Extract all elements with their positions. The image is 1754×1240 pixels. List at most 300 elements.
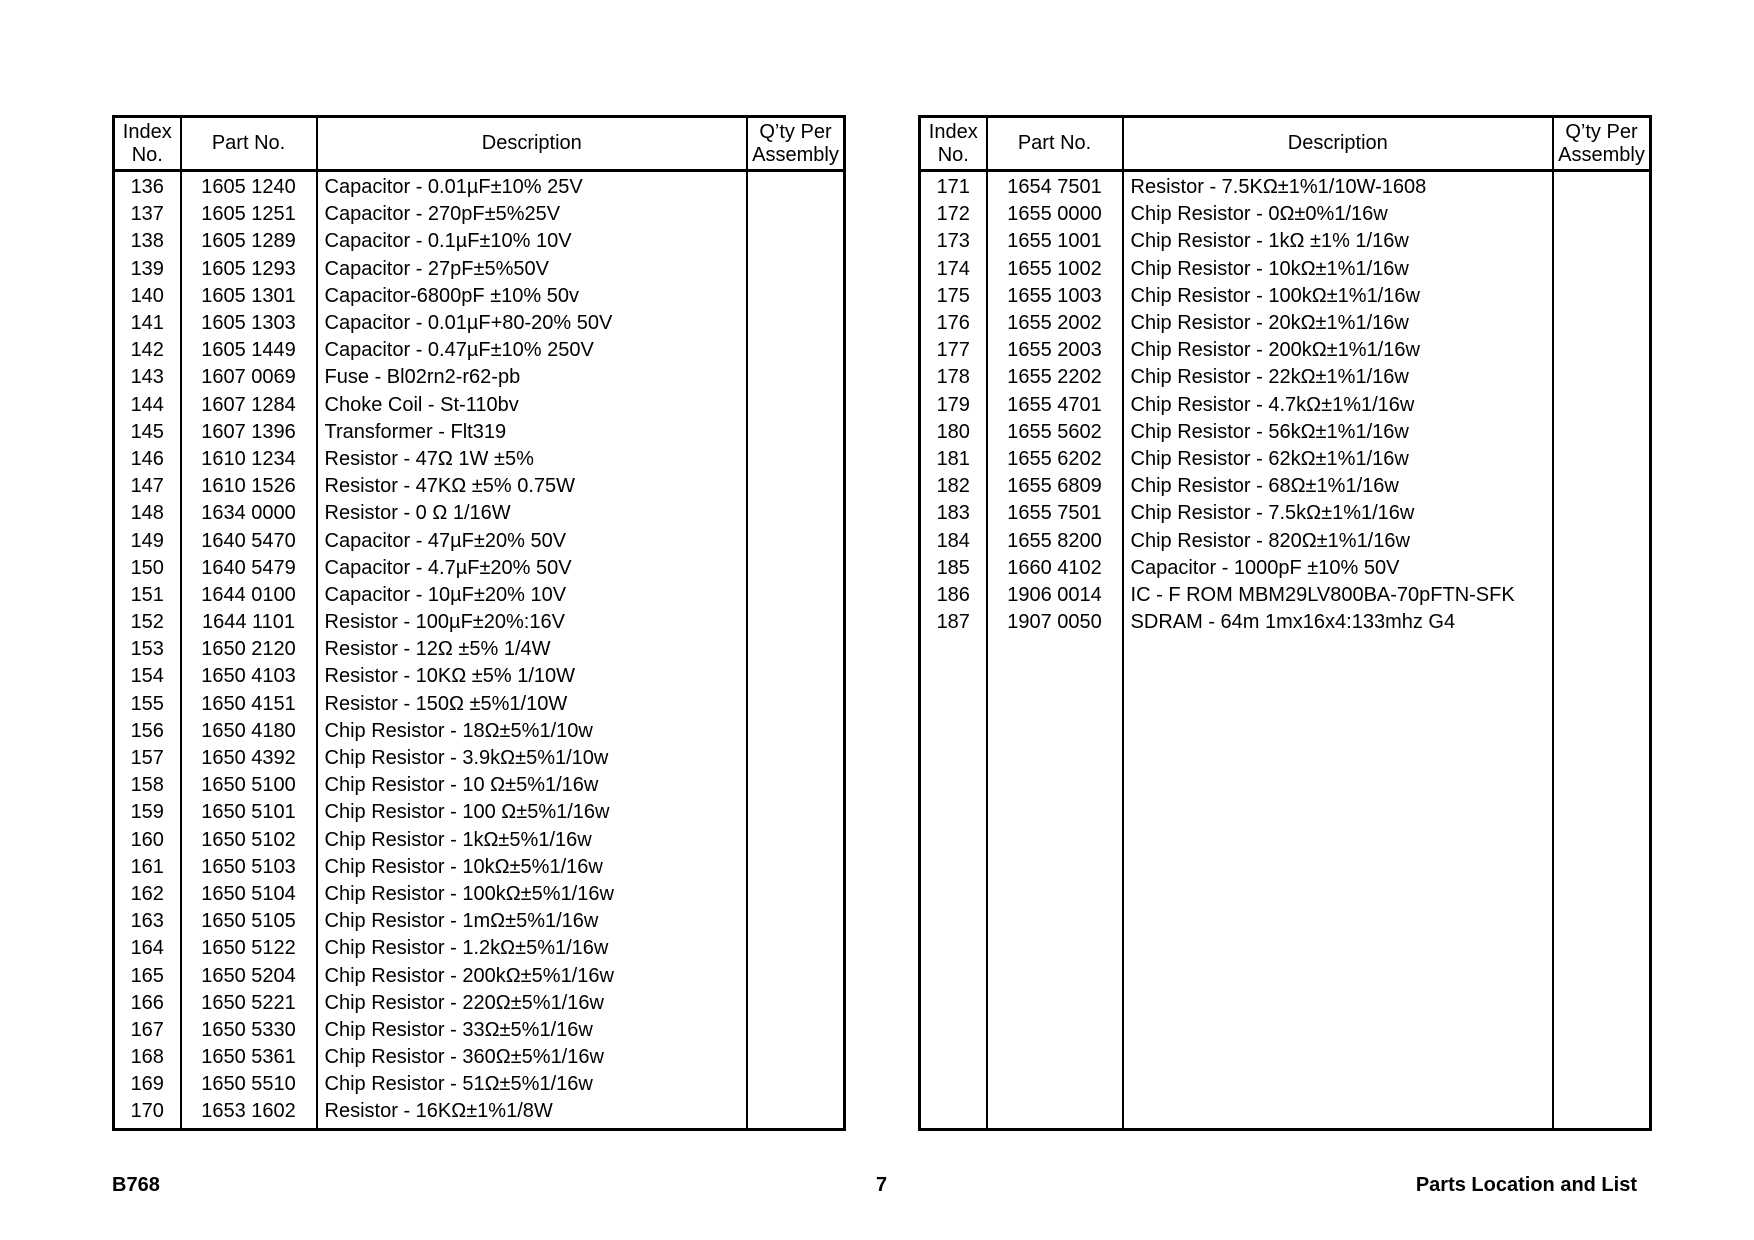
empty-cell <box>1553 1071 1650 1098</box>
qty-cell <box>747 908 844 935</box>
index-cell: 176 <box>920 310 987 337</box>
qty-cell <box>1553 500 1650 527</box>
description-cell: Chip Resistor - 10kΩ±1%1/16w <box>1123 256 1553 283</box>
description-cell: Fuse - Bl02rn2-r62-pb <box>317 364 747 391</box>
description-cell: Resistor - 150Ω ±5%1/10W <box>317 691 747 718</box>
part-no-cell: 1650 5204 <box>181 962 317 989</box>
table-row <box>114 527 845 554</box>
description-cell: Chip Resistor - 1kΩ ±1% 1/16w <box>1123 228 1553 255</box>
empty-cell <box>987 1044 1123 1071</box>
qty-cell <box>747 772 844 799</box>
index-cell: 182 <box>920 473 987 500</box>
description-cell: Chip Resistor - 56kΩ±1%1/16w <box>1123 419 1553 446</box>
empty-cell <box>1123 962 1553 989</box>
empty-cell <box>920 935 987 962</box>
index-cell: 166 <box>114 990 181 1017</box>
qty-cell <box>747 256 844 283</box>
index-cell: 159 <box>114 799 181 826</box>
qty-cell <box>747 745 844 772</box>
table-row <box>114 772 845 799</box>
part-no-cell: 1605 1240 <box>181 171 317 202</box>
empty-cell <box>987 745 1123 772</box>
part-no-cell: 1605 1251 <box>181 201 317 228</box>
table-row <box>114 392 845 419</box>
table-row <box>920 283 1651 310</box>
empty-cell <box>1123 1017 1553 1044</box>
description-cell: Chip Resistor - 820Ω±1%1/16w <box>1123 527 1553 554</box>
part-no-cell: 1907 0050 <box>987 609 1123 636</box>
description-cell: Choke Coil - St-110bv <box>317 392 747 419</box>
table-row <box>114 201 845 228</box>
part-no-cell: 1660 4102 <box>987 555 1123 582</box>
qty-cell <box>747 962 844 989</box>
description-cell: SDRAM - 64m 1mx16x4:133mhz G4 <box>1123 609 1553 636</box>
empty-cell <box>1553 799 1650 826</box>
qty-cell <box>1553 527 1650 554</box>
part-no-cell: 1655 2202 <box>987 364 1123 391</box>
table-row <box>114 990 845 1017</box>
table-row <box>920 473 1651 500</box>
empty-cell <box>987 881 1123 908</box>
empty-cell <box>920 1017 987 1044</box>
table-row <box>114 228 845 255</box>
description-cell: Capacitor - 10µF±20% 10V <box>317 582 747 609</box>
part-no-cell: 1654 7501 <box>987 171 1123 202</box>
empty-cell <box>1553 1017 1650 1044</box>
part-no-cell: 1650 5510 <box>181 1071 317 1098</box>
empty-cell <box>1123 691 1553 718</box>
index-cell: 170 <box>114 1098 181 1129</box>
empty-cell <box>920 990 987 1017</box>
description-cell: Chip Resistor - 68Ω±1%1/16w <box>1123 473 1553 500</box>
description-cell: Resistor - 12Ω ±5% 1/4W <box>317 636 747 663</box>
description-cell: Capacitor - 0.01µF+80-20% 50V <box>317 310 747 337</box>
empty-cell <box>1123 1071 1553 1098</box>
index-cell: 185 <box>920 555 987 582</box>
description-cell: Capacitor - 1000pF ±10% 50V <box>1123 555 1553 582</box>
index-cell: 152 <box>114 609 181 636</box>
table-row <box>920 446 1651 473</box>
description-cell: Chip Resistor - 7.5kΩ±1%1/16w <box>1123 500 1553 527</box>
table-row <box>114 962 845 989</box>
table-row <box>114 1071 845 1098</box>
part-no-cell: 1655 6202 <box>987 446 1123 473</box>
description-cell: Capacitor - 0.01µF±10% 25V <box>317 171 747 202</box>
table-row <box>114 473 845 500</box>
part-no-cell: 1655 8200 <box>987 527 1123 554</box>
header-qty: Q’ty Per Assembly <box>1553 117 1650 171</box>
table-row <box>114 827 845 854</box>
table-row-empty <box>920 1071 1651 1098</box>
qty-cell <box>747 555 844 582</box>
parts-table-right <box>918 115 1652 1131</box>
part-no-cell: 1634 0000 <box>181 500 317 527</box>
qty-cell <box>747 419 844 446</box>
empty-cell <box>1553 908 1650 935</box>
description-cell: Chip Resistor - 18Ω±5%1/10w <box>317 718 747 745</box>
index-cell: 167 <box>114 1017 181 1044</box>
empty-cell <box>1123 881 1553 908</box>
table-row <box>920 228 1651 255</box>
index-cell: 177 <box>920 337 987 364</box>
part-no-cell: 1655 4701 <box>987 392 1123 419</box>
empty-cell <box>987 1017 1123 1044</box>
table-row <box>920 364 1651 391</box>
empty-cell <box>920 636 987 663</box>
empty-cell <box>920 745 987 772</box>
index-cell: 157 <box>114 745 181 772</box>
empty-cell <box>1553 935 1650 962</box>
table-row-empty <box>920 854 1651 881</box>
empty-cell <box>1123 718 1553 745</box>
part-no-cell: 1653 1602 <box>181 1098 317 1129</box>
description-cell: Resistor - 100µF±20%:16V <box>317 609 747 636</box>
part-no-cell: 1655 0000 <box>987 201 1123 228</box>
empty-cell <box>920 908 987 935</box>
empty-cell <box>920 799 987 826</box>
qty-cell <box>747 827 844 854</box>
qty-cell <box>747 718 844 745</box>
empty-cell <box>1123 1044 1553 1071</box>
qty-cell <box>1553 392 1650 419</box>
description-cell: Transformer - Flt319 <box>317 419 747 446</box>
empty-cell <box>920 1098 987 1129</box>
empty-cell <box>987 1098 1123 1129</box>
empty-cell <box>1123 1098 1553 1129</box>
table-row-empty <box>920 799 1651 826</box>
qty-cell <box>747 1098 844 1129</box>
index-cell: 174 <box>920 256 987 283</box>
description-cell: Capacitor - 27pF±5%50V <box>317 256 747 283</box>
index-cell: 149 <box>114 527 181 554</box>
qty-cell <box>747 1044 844 1071</box>
part-no-cell: 1650 5101 <box>181 799 317 826</box>
qty-cell <box>747 527 844 554</box>
table-row-empty <box>920 663 1651 690</box>
qty-cell <box>1553 582 1650 609</box>
table-row-empty <box>920 1017 1651 1044</box>
table-row <box>114 881 845 908</box>
description-cell: Chip Resistor - 1mΩ±5%1/16w <box>317 908 747 935</box>
table-row-empty <box>920 636 1651 663</box>
qty-cell <box>1553 171 1650 202</box>
index-cell: 162 <box>114 881 181 908</box>
header-index: Index No. <box>114 117 181 171</box>
empty-cell <box>1123 908 1553 935</box>
empty-cell <box>987 772 1123 799</box>
part-no-cell: 1650 5103 <box>181 854 317 881</box>
table-row <box>920 609 1651 636</box>
table-row <box>114 1017 845 1044</box>
index-cell: 151 <box>114 582 181 609</box>
part-no-cell: 1906 0014 <box>987 582 1123 609</box>
footer-model: B768 <box>112 1174 160 1196</box>
empty-cell <box>920 718 987 745</box>
table-row <box>920 582 1651 609</box>
table-row <box>114 663 845 690</box>
part-no-cell: 1650 5221 <box>181 990 317 1017</box>
empty-cell <box>1553 881 1650 908</box>
table-row <box>114 256 845 283</box>
empty-cell <box>987 663 1123 690</box>
qty-cell <box>747 854 844 881</box>
part-no-cell: 1655 7501 <box>987 500 1123 527</box>
description-cell: Chip Resistor - 200kΩ±5%1/16w <box>317 962 747 989</box>
description-cell: IC - F ROM MBM29LV800BA-70pFTN-SFK <box>1123 582 1553 609</box>
table-row <box>114 691 845 718</box>
part-no-cell: 1605 1303 <box>181 310 317 337</box>
description-cell: Resistor - 7.5KΩ±1%1/10W-1608 <box>1123 171 1553 202</box>
description-cell: Chip Resistor - 1.2kΩ±5%1/16w <box>317 935 747 962</box>
description-cell: Chip Resistor - 4.7kΩ±1%1/16w <box>1123 392 1553 419</box>
qty-cell <box>1553 201 1650 228</box>
description-cell: Chip Resistor - 51Ω±5%1/16w <box>317 1071 747 1098</box>
empty-cell <box>1553 827 1650 854</box>
index-cell: 165 <box>114 962 181 989</box>
empty-cell <box>1553 663 1650 690</box>
qty-cell <box>747 201 844 228</box>
qty-cell <box>747 337 844 364</box>
qty-cell <box>1553 337 1650 364</box>
index-cell: 150 <box>114 555 181 582</box>
part-no-cell: 1605 1301 <box>181 283 317 310</box>
empty-cell <box>1123 663 1553 690</box>
table-row <box>920 392 1651 419</box>
part-no-cell: 1650 5104 <box>181 881 317 908</box>
part-no-cell: 1650 5102 <box>181 827 317 854</box>
index-cell: 156 <box>114 718 181 745</box>
part-no-cell: 1640 5479 <box>181 555 317 582</box>
index-cell: 183 <box>920 500 987 527</box>
qty-cell <box>747 500 844 527</box>
table-row <box>114 718 845 745</box>
part-no-cell: 1607 0069 <box>181 364 317 391</box>
table-row-empty <box>920 745 1651 772</box>
part-no-cell: 1655 2003 <box>987 337 1123 364</box>
qty-cell <box>747 364 844 391</box>
table-row-empty <box>920 827 1651 854</box>
table-row <box>920 256 1651 283</box>
empty-cell <box>920 854 987 881</box>
description-cell: Capacitor - 270pF±5%25V <box>317 201 747 228</box>
empty-cell <box>1553 1098 1650 1129</box>
table-row-empty <box>920 691 1651 718</box>
part-no-cell: 1644 0100 <box>181 582 317 609</box>
qty-cell <box>747 582 844 609</box>
table-row <box>114 1098 845 1129</box>
part-no-cell: 1655 1003 <box>987 283 1123 310</box>
header-qty: Q’ty Per Assembly <box>747 117 844 171</box>
part-no-cell: 1650 5100 <box>181 772 317 799</box>
table-row-empty <box>920 881 1651 908</box>
index-cell: 180 <box>920 419 987 446</box>
index-cell: 141 <box>114 310 181 337</box>
qty-cell <box>747 228 844 255</box>
qty-cell <box>747 283 844 310</box>
index-cell: 148 <box>114 500 181 527</box>
empty-cell <box>987 718 1123 745</box>
empty-cell <box>1123 799 1553 826</box>
empty-cell <box>987 962 1123 989</box>
index-cell: 172 <box>920 201 987 228</box>
empty-cell <box>987 1071 1123 1098</box>
table-row-empty <box>920 1044 1651 1071</box>
index-cell: 154 <box>114 663 181 690</box>
part-no-cell: 1650 4151 <box>181 691 317 718</box>
empty-cell <box>920 962 987 989</box>
empty-cell <box>987 799 1123 826</box>
table-row <box>920 419 1651 446</box>
empty-cell <box>1553 691 1650 718</box>
empty-cell <box>987 908 1123 935</box>
description-cell: Chip Resistor - 1kΩ±5%1/16w <box>317 827 747 854</box>
qty-cell <box>747 1017 844 1044</box>
header-description: Description <box>1123 117 1553 171</box>
header-description: Description <box>317 117 747 171</box>
empty-cell <box>987 827 1123 854</box>
description-cell: Chip Resistor - 62kΩ±1%1/16w <box>1123 446 1553 473</box>
qty-cell <box>1553 310 1650 337</box>
description-cell: Chip Resistor - 100 Ω±5%1/16w <box>317 799 747 826</box>
description-cell: Chip Resistor - 220Ω±5%1/16w <box>317 990 747 1017</box>
qty-cell <box>747 392 844 419</box>
qty-cell <box>747 799 844 826</box>
part-no-cell: 1607 1284 <box>181 392 317 419</box>
header-index: Index No. <box>920 117 987 171</box>
empty-cell <box>1123 636 1553 663</box>
table-row <box>114 337 845 364</box>
part-no-cell: 1650 5122 <box>181 935 317 962</box>
empty-cell <box>1123 854 1553 881</box>
table-row <box>114 908 845 935</box>
index-cell: 178 <box>920 364 987 391</box>
description-cell: Resistor - 16KΩ±1%1/8W <box>317 1098 747 1129</box>
index-cell: 186 <box>920 582 987 609</box>
empty-cell <box>987 691 1123 718</box>
table-row <box>114 171 845 202</box>
parts-table-left <box>112 115 846 1131</box>
part-no-cell: 1650 5105 <box>181 908 317 935</box>
qty-cell <box>1553 555 1650 582</box>
part-no-cell: 1650 5330 <box>181 1017 317 1044</box>
table-row <box>920 337 1651 364</box>
table-row-empty <box>920 962 1651 989</box>
index-cell: 144 <box>114 392 181 419</box>
index-cell: 173 <box>920 228 987 255</box>
qty-cell <box>747 609 844 636</box>
table-row <box>114 364 845 391</box>
index-cell: 175 <box>920 283 987 310</box>
description-cell: Capacitor - 4.7µF±20% 50V <box>317 555 747 582</box>
table-row <box>920 171 1651 202</box>
index-cell: 146 <box>114 446 181 473</box>
empty-cell <box>987 990 1123 1017</box>
table-row <box>114 636 845 663</box>
table-row <box>114 935 845 962</box>
table-header-row <box>114 117 845 171</box>
description-cell: Chip Resistor - 0Ω±0%1/16w <box>1123 201 1553 228</box>
empty-cell <box>1553 636 1650 663</box>
qty-cell <box>747 310 844 337</box>
index-cell: 187 <box>920 609 987 636</box>
qty-cell <box>747 881 844 908</box>
qty-cell <box>1553 364 1650 391</box>
description-cell: Chip Resistor - 10 Ω±5%1/16w <box>317 772 747 799</box>
empty-cell <box>1123 827 1553 854</box>
index-cell: 163 <box>114 908 181 935</box>
index-cell: 147 <box>114 473 181 500</box>
index-cell: 138 <box>114 228 181 255</box>
header-part-no: Part No. <box>181 117 317 171</box>
index-cell: 140 <box>114 283 181 310</box>
index-cell: 179 <box>920 392 987 419</box>
part-no-cell: 1655 1002 <box>987 256 1123 283</box>
part-no-cell: 1650 4180 <box>181 718 317 745</box>
part-no-cell: 1640 5470 <box>181 527 317 554</box>
qty-cell <box>747 473 844 500</box>
index-cell: 142 <box>114 337 181 364</box>
description-cell: Resistor - 0 Ω 1/16W <box>317 500 747 527</box>
part-no-cell: 1605 1293 <box>181 256 317 283</box>
empty-cell <box>1553 745 1650 772</box>
empty-cell <box>987 935 1123 962</box>
empty-cell <box>920 691 987 718</box>
qty-cell <box>1553 609 1650 636</box>
empty-cell <box>1123 745 1553 772</box>
part-no-cell: 1655 5602 <box>987 419 1123 446</box>
table-row <box>920 310 1651 337</box>
description-cell: Resistor - 10KΩ ±5% 1/10W <box>317 663 747 690</box>
table-row <box>114 283 845 310</box>
table-row <box>114 799 845 826</box>
empty-cell <box>1553 772 1650 799</box>
empty-cell <box>987 854 1123 881</box>
qty-cell <box>747 1071 844 1098</box>
empty-cell <box>920 1071 987 1098</box>
empty-cell <box>1123 990 1553 1017</box>
empty-cell <box>1553 718 1650 745</box>
qty-cell <box>1553 256 1650 283</box>
part-no-cell: 1650 2120 <box>181 636 317 663</box>
description-cell: Chip Resistor - 20kΩ±1%1/16w <box>1123 310 1553 337</box>
table-row <box>114 854 845 881</box>
qty-cell <box>747 691 844 718</box>
part-no-cell: 1610 1526 <box>181 473 317 500</box>
empty-cell <box>920 772 987 799</box>
table-row <box>114 500 845 527</box>
index-cell: 139 <box>114 256 181 283</box>
table-row <box>114 419 845 446</box>
table-row-empty <box>920 935 1651 962</box>
empty-cell <box>920 827 987 854</box>
part-no-cell: 1607 1396 <box>181 419 317 446</box>
table-header-row <box>920 117 1651 171</box>
qty-cell <box>747 171 844 202</box>
description-cell: Capacitor - 47µF±20% 50V <box>317 527 747 554</box>
description-cell: Chip Resistor - 3.9kΩ±5%1/10w <box>317 745 747 772</box>
description-cell: Resistor - 47KΩ ±5% 0.75W <box>317 473 747 500</box>
description-cell: Chip Resistor - 22kΩ±1%1/16w <box>1123 364 1553 391</box>
qty-cell <box>747 636 844 663</box>
index-cell: 158 <box>114 772 181 799</box>
empty-cell <box>1553 854 1650 881</box>
table-row-empty <box>920 1098 1651 1129</box>
part-no-cell: 1610 1234 <box>181 446 317 473</box>
part-no-cell: 1644 1101 <box>181 609 317 636</box>
index-cell: 184 <box>920 527 987 554</box>
index-cell: 160 <box>114 827 181 854</box>
qty-cell <box>1553 473 1650 500</box>
